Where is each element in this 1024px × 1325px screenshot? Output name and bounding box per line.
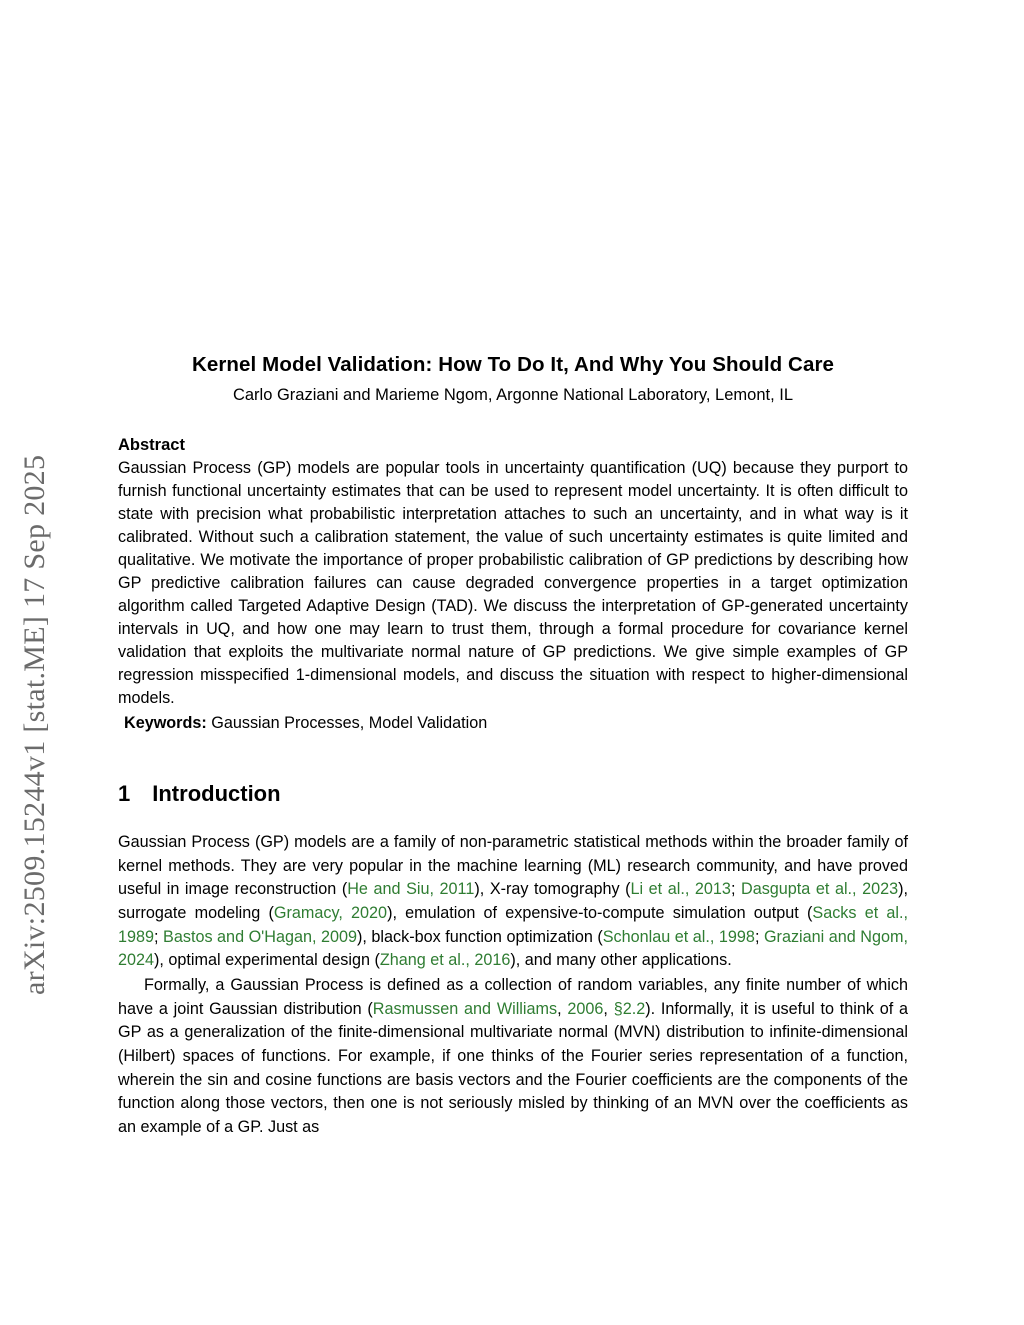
text-run: ), X-ray tomography ( <box>474 880 631 899</box>
text-run: , <box>557 999 568 1018</box>
text-run: ), surrogate modeling ( <box>118 880 909 923</box>
citation-link[interactable]: Graziani and Ngom, 2024 <box>118 927 908 970</box>
citation-link[interactable]: Bastos and O'Hagan, 2009 <box>163 927 358 946</box>
section-number: 1 <box>118 781 131 807</box>
intro-paragraph-2 <box>118 974 908 1140</box>
authors-affiliation: Carlo Graziani and Marieme Ngom, Argonne National Laboratory, Lemont, IL <box>232 385 794 404</box>
text-run: ), optimal experimental design ( <box>154 951 380 970</box>
abstract-text: Gaussian Process (GP) models are popular tools in uncertainty quantification (UQ) because they purport to furnish functional uncertainty estimates that can be used to represent model uncertainty. It is often difficult to state with precision what probabilistic interpretation attaches to such an uncertainty, and in what way is it calibrated. Without such a calibration statement, the value of such uncertainty estimates is quite limited and qualitative. We motivate the importance of proper probabilistic calibration of GP predictions by describing how GP predictive calibration failures can cause degraded convergence properties in a target optimization algorithm called Targeted Adaptive Design (TAD). We discuss the interpretation of GP-generated uncertainty intervals in UQ, and how one may learn to trust them, through a formal procedure for covariance kernel validation that exploits the multivariate normal nature of GP predictions. We give simple examples of GP regression misspecified 1-dimensional models, and discuss the situation with respect to higher-dimensional models. <box>118 459 908 708</box>
citation-link[interactable]: Rasmussen and Williams <box>372 999 558 1018</box>
keywords-label: Keywords: <box>124 714 207 733</box>
text-run: Gaussian Process (GP) models are a family of non-parametric statistical methods within the broader family of kernel methods. They are very popular in the machine learning (ML) research community, and have proved useful in image reconstruction ( <box>118 833 908 899</box>
text-run: ; <box>154 927 164 946</box>
intro-paragraph-1 <box>118 831 908 973</box>
text-run: ; <box>754 927 764 946</box>
text-run: ), and many other applications. <box>510 951 732 970</box>
text-run: , <box>603 999 614 1018</box>
citation-link[interactable]: Li et al., 2013 <box>630 880 731 899</box>
text-run: ), black-box function optimization ( <box>357 927 603 946</box>
citation-link[interactable]: Zhang et al., 2016 <box>379 951 511 970</box>
citation-link[interactable]: He and Siu, 2011 <box>347 880 475 899</box>
section-heading-introduction <box>118 781 908 807</box>
paper-content <box>118 352 908 1140</box>
text-run: ). Informally, it is useful to think of a GP as a generalization of the finite-dimensional multivariate normal (MVN) distribution to infinite-dimensional (Hilbert) spaces of functions. For example, if one thinks of the Fourier series representation of a function, wherein the sin and cosine functions are basis vectors and the Fourier coefficients are the components of the function along those vectors, then one is not seriously misled by thinking of an MVN over the coefficients as an example of a GP. Just as <box>118 999 908 1136</box>
citation-link[interactable]: Schonlau et al., 1998 <box>602 927 755 946</box>
section-title: Introduction <box>152 781 281 807</box>
page-title: Kernel Model Validation: How To Do It, And Why You Should Care <box>191 353 835 376</box>
citation-link[interactable]: 2006 <box>567 999 604 1018</box>
keywords-line <box>124 712 908 735</box>
text-run: Formally, a Gaussian Process is defined as a collection of random variables, any finite number of which have a joint Gaussian distribution ( <box>118 976 908 1018</box>
text-run: ; <box>730 880 742 899</box>
section-reference-link[interactable]: §2.2 <box>613 999 646 1018</box>
citation-link[interactable]: Dasgupta et al., 2023 <box>741 880 899 899</box>
abstract-heading: Abstract <box>118 436 185 455</box>
arxiv-identifier-stamp: arXiv:2509.15244v1 [stat.ME] 17 Sep 2025 <box>18 454 51 995</box>
citation-link[interactable]: Gramacy, 2020 <box>273 904 388 923</box>
text-run: ), emulation of expensive-to-compute simulation output ( <box>387 904 813 923</box>
keywords-value: Gaussian Processes, Model Validation <box>211 714 488 733</box>
citation-link[interactable]: Sacks et al., 1989 <box>118 904 908 946</box>
